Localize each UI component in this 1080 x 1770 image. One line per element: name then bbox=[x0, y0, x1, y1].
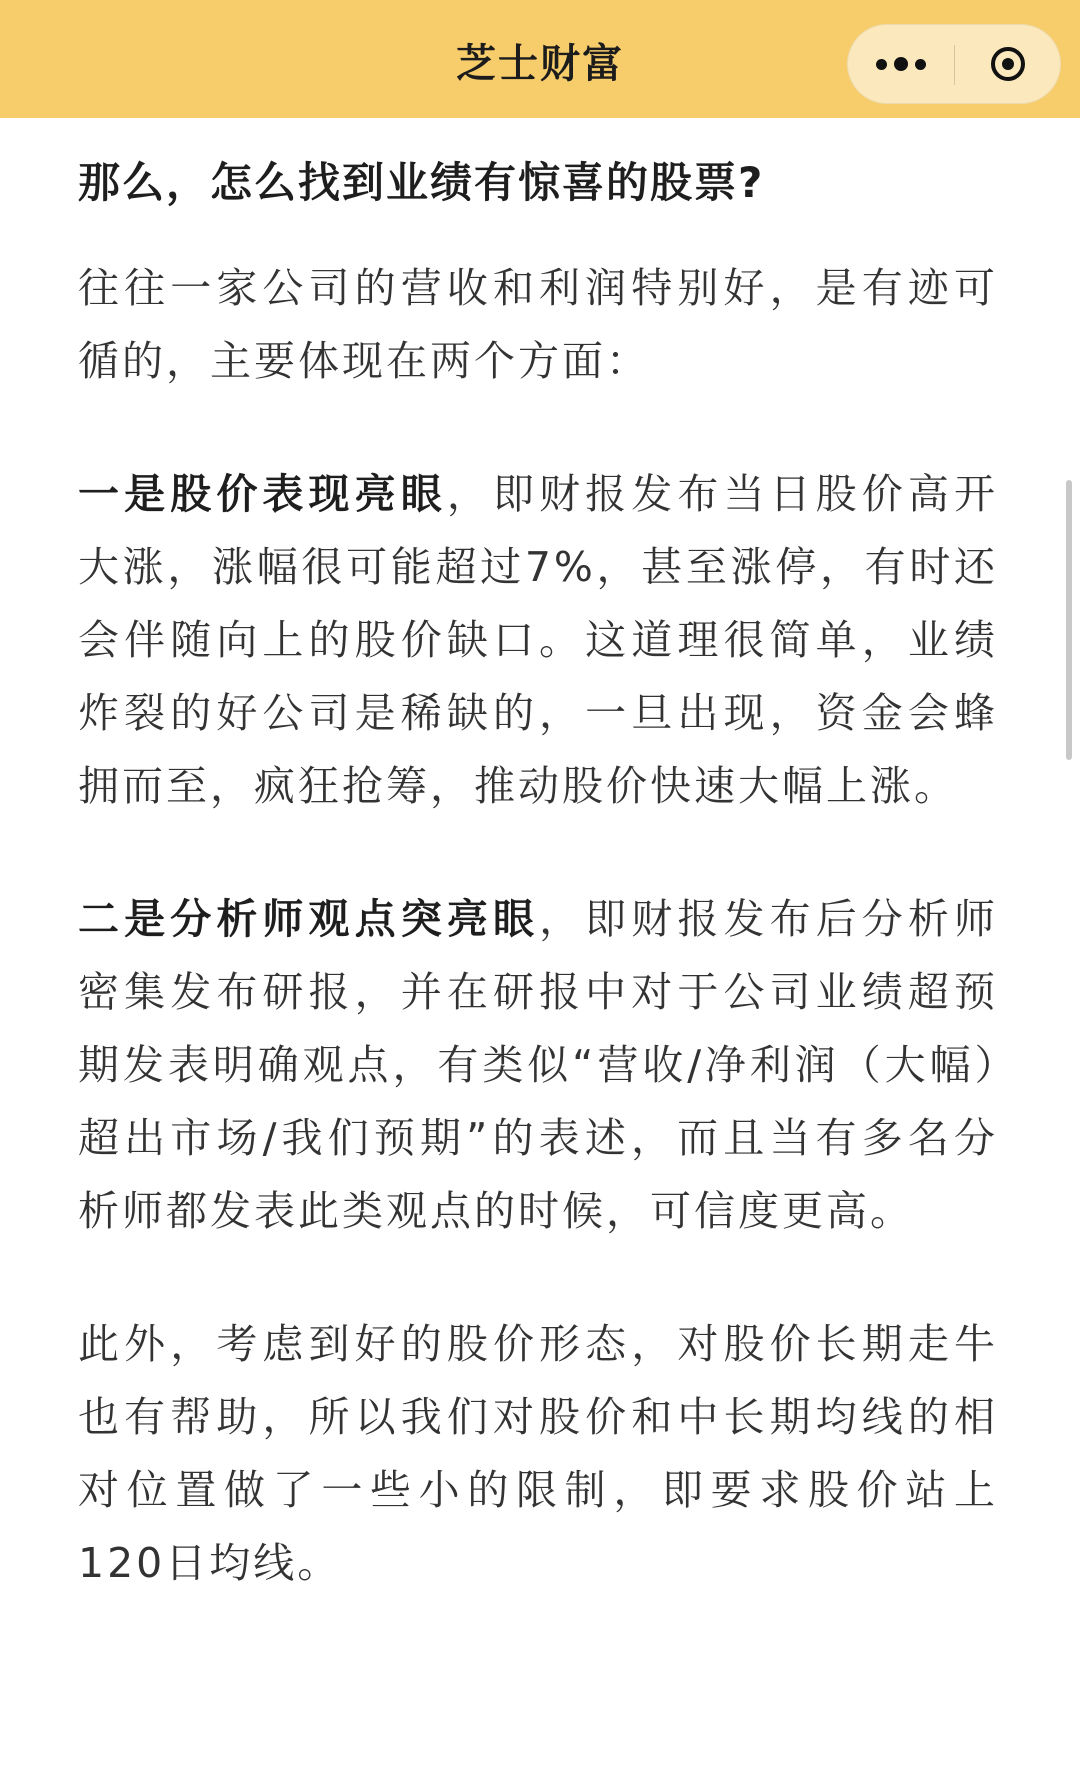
page-title: 芝士财富 bbox=[456, 41, 624, 87]
point-two-paragraph bbox=[78, 883, 998, 1248]
close-button[interactable] bbox=[955, 25, 1061, 103]
more-dots-icon bbox=[876, 59, 887, 70]
more-dots-icon-center bbox=[894, 57, 908, 71]
more-button[interactable] bbox=[848, 25, 954, 103]
article-body bbox=[78, 148, 998, 1660]
closing-paragraph: 此外，考虑到好的股价形态，对股价长期走牛也有帮助，所以我们对股价和中长期均线的相对位置做了一些小的限制，即要求股价站上120日均线。 bbox=[78, 1320, 998, 1587]
point-one-text: ，即财报发布当日股价高开大涨，涨幅很可能超过7%，甚至涨停，有时还会伴随向上的股价缺口。这道理很简单，业绩炸裂的好公司是稀缺的，一旦出现，资金会蜂拥而至，疯狂抢筹，推动股价快速大幅上涨。 bbox=[78, 470, 999, 810]
article-heading: 那么，怎么找到业绩有惊喜的股票? bbox=[78, 158, 765, 207]
scrollbar[interactable] bbox=[1066, 480, 1072, 760]
point-two-title: 二是分析师观点突亮眼 bbox=[78, 895, 540, 943]
intro-paragraph: 往往一家公司的营收和利润特别好，是有迹可循的，主要体现在两个方面： bbox=[78, 264, 998, 385]
target-close-icon bbox=[991, 47, 1025, 81]
nav-bar bbox=[0, 0, 1080, 118]
point-two-text: ，即财报发布后分析师密集发布研报，并在研报中对于公司业绩超预期发表明确观点，有类似“营收/净利润（大幅）超出市场/我们预期”的表述，而且当有多名分析师都发表此类观点的时候，可信度更高。 bbox=[78, 895, 999, 1235]
mini-program-capsule bbox=[847, 24, 1061, 104]
point-one-paragraph bbox=[78, 458, 998, 823]
more-dots-icon-end bbox=[915, 59, 926, 70]
point-one-title: 一是股价表现亮眼 bbox=[78, 470, 447, 518]
